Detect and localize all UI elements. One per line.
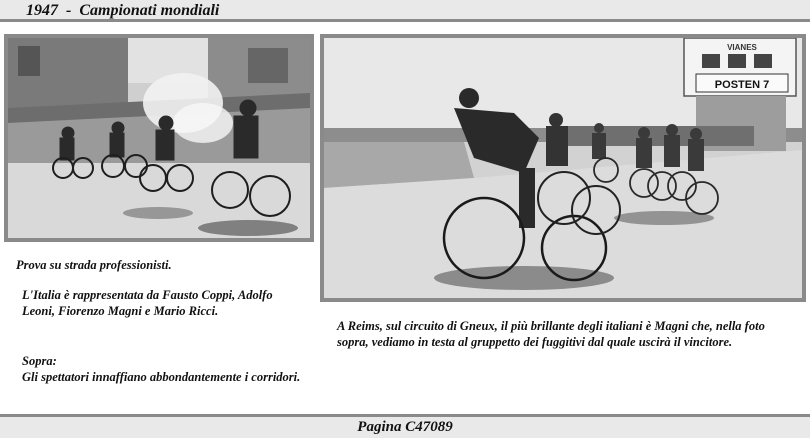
caption-left-title: Prova su strada professionisti.	[16, 258, 172, 272]
photo-right-image	[324, 38, 802, 298]
caption-sopra-label: Sopra:	[22, 354, 57, 368]
page-title: 1947 - Campionati mondiali	[26, 2, 220, 19]
booth-banner: VIANES	[727, 43, 757, 52]
footer-bar	[0, 414, 810, 438]
photo-cyclists-spectators	[4, 34, 314, 242]
caption-right-body: A Reims, sul circuito di Gneux, il più brillante degli italiani è Magni che, nella foto sopra, vediamo in testa al gruppetto dei fuggitivi dal quale uscirà il vincitore.	[337, 319, 765, 349]
caption-sopra-text: Gli spettatori innaffiano abbondantemente i corridori.	[22, 370, 301, 384]
caption-left-body: L'Italia è rappresentata da Fausto Coppi, Adolfo Leoni, Fiorenzo Magni e Mario Ricci.	[22, 288, 273, 318]
booth-sign: POSTEN 7	[714, 79, 770, 91]
page-number: Pagina C47089	[357, 419, 453, 435]
photo-reims-circuit	[320, 34, 806, 302]
header-bar	[0, 0, 810, 22]
photo-left-image	[8, 38, 310, 238]
